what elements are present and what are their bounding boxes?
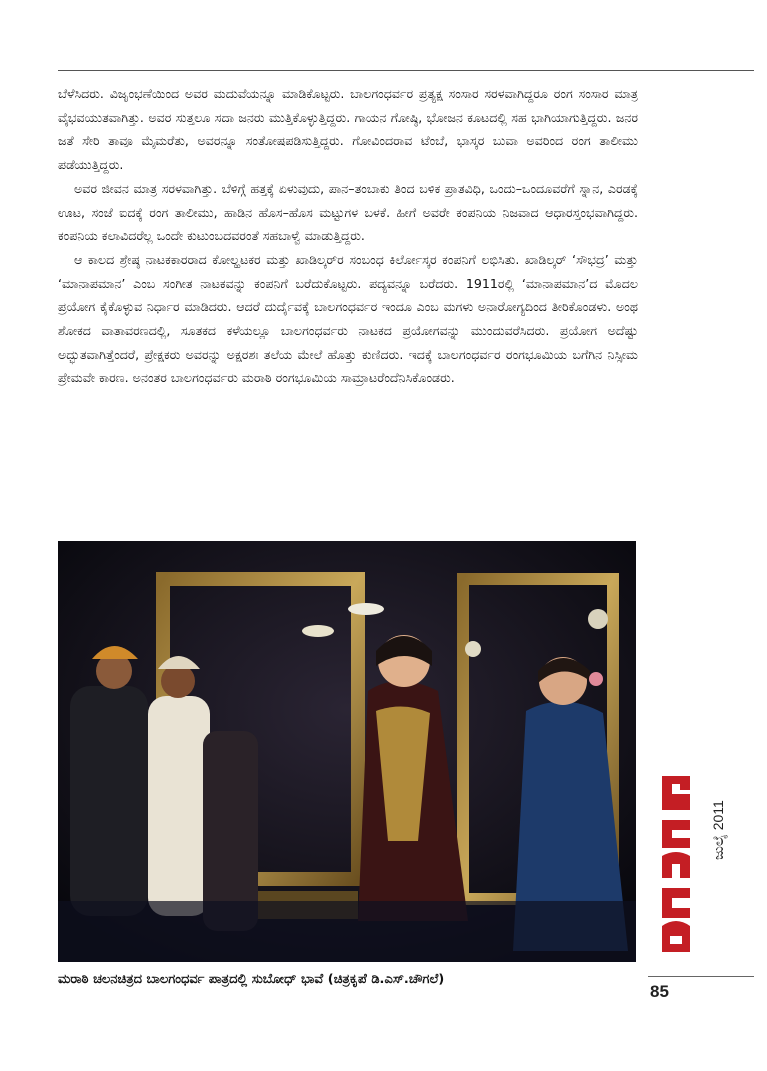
sidebar-rule xyxy=(648,976,754,977)
issue-date: ಜುಲೈ 2011 xyxy=(710,800,726,860)
photo-caption: ಮರಾಠಿ ಚಲನಚಿತ್ರದ ಬಾಲಗಂಧರ್ವ ಪಾತ್ರದಲ್ಲಿ ಸುಬೋಧ್ ಭಾವೆ (ಚಿತ್ರಕೃಪೆ ಡಿ.ಎಸ್.ಚೌಗಲೆ) xyxy=(58,972,445,987)
paragraph: ಆ ಕಾಲದ ಶ್ರೇಷ್ಠ ನಾಟಕಕಾರರಾದ ಕೋಲ್ಹಟಕರ ಮತ್ತು ಖಾಡಿಲ್ಕರ್‌ರ ಸಂಬಂಧ ಕಿರ್ಲೋಸ್ಕರ ಕಂಪನಿಗೆ ಲಭಿಸಿತು. ಖಾಡಿಲ್ಕರ್ ‘ಸೌಭದ್ರ’ ಮತ್ತು ‘ಮಾನಾಪಮಾನ’ ಎಂಬ ಸಂಗೀತ ನಾಟಕವನ್ನು ಕಂಪನಿಗೆ ಬರೆದುಕೊಟ್ಟರು. ಪದ್ಯವನ್ನೂ ಬರೆದರು. 1911ರಲ್ಲಿ ‘ಮಾನಾಪಮಾನ’ದ ಮೊದಲ ಪ್ರಯೋಗ ಕೈಕೊಳ್ಳುವ ನಿರ್ಧಾರ ಮಾಡಿದರು. ಆದರೆ ದುರ್ದೈವಕ್ಕೆ ಬಾಲಗಂಧರ್ವರ ಇಂದೂ ಎಂಬ ಮಗಳು ಅನಾರೋಗ್ಯದಿಂದ ತೀರಿಕೊಂಡಳು. ಅಂಥ ಶೋಕದ ವಾತಾವರಣದಲ್ಲಿ, ಸೂತಕದ ಕಳೆಯಲ್ಲೂ ಬಾಲಗಂಧರ್ವರು ನಾಟಕದ ಪ್ರಯೋಗವನ್ನು ಮುಂದುವರೆಸಿದರು. ಪ್ರಯೋಗ ಅದೆಷ್ಟು ಅದ್ಭುತವಾಗಿತ್ತೆಂದರೆ, ಪ್ರೇಕ್ಷಕರು ಅವರನ್ನು ಅಕ್ಷರಶಃ ತಲೆಯ ಮೇಲೆ ಹೊತ್ತು ಕುಣಿದರು. ಇದಕ್ಕೆ ಬಾಲಗಂಧರ್ವರ ರಂಗಭೂಮಿಯ ಬಗೆಗಿನ ನಿಸ್ಸೀಮ ಪ್ರೇಮವೇ ಕಾರಣ. ಅನಂತರ ಬಾಲಗಂಧರ್ವರು ಮರಾಠಿ ರಂಗಭೂಮಿಯ ಸಾಮ್ರಾಟರೆಂದೆನಿಸಿಕೊಂಡರು. xyxy=(58,251,638,386)
stage-photo xyxy=(58,541,636,962)
paragraph: ಅವರ ಜೀವನ ಮಾತ್ರ ಸರಳವಾಗಿತ್ತು. ಬೆಳಿಗ್ಗೆ ಹತ್ತಕ್ಕೆ ಏಳುವುದು, ಪಾನ–ತಂಬಾಕು ತಿಂದ ಬಳಿಕ ಪ್ರಾತವಿಧಿ, ಒಂದು–ಒಂದೂವರೆಗೆ ಸ್ನಾನ, ಎರಡಕ್ಕೆ ಊಟ, ಸಂಜೆ ಐದಕ್ಕೆ ರಂಗ ತಾಲೀಮು, ಹಾಡಿನ ಹೊಸ–ಹೊಸ ಮಟ್ಟುಗಳ ಬಳಕೆ. ಹೀಗೆ ಅವರೇ ಕಂಪನಿಯ ನಿಜವಾದ ಆಧಾರಸ್ತಂಭವಾಗಿದ್ದರು. ಕಂಪನಿಯ ಕಲಾವಿದರೆಲ್ಲ ಒಂದೇ ಕುಟುಂಬದವರಂತೆ ಸಹಬಾಳ್ವೆ ಮಾಡುತ್ತಿದ್ದರು. xyxy=(58,180,638,244)
magazine-logo xyxy=(656,770,696,960)
page-number: 85 xyxy=(650,982,669,1001)
paragraph: ಬೆಳೆಸಿದರು. ವಿಜೃಂಭಣೆಯಿಂದ ಅವರ ಮದುವೆಯನ್ನೂ ಮಾಡಿಕೊಟ್ಟರು. ಬಾಲಗಂಧರ್ವರ ಪ್ರತ್ಯಕ್ಷ ಸಂಸಾರ ಸರಳವಾಗಿದ್ದರೂ ರಂಗ ಸಂಸಾರ ಮಾತ್ರ ವೈಭವಯುತವಾಗಿತ್ತು. ಅವರ ಸುತ್ತಲೂ ಸದಾ ಜನರು ಮುತ್ತಿಕೊಳ್ಳುತ್ತಿದ್ದರು. ಗಾಯನ ಗೋಷ್ಠಿ, ಭೋಜನ ಕೂಟದಲ್ಲಿ ಸಹ ಭಾಗಿಯಾಗುತ್ತಿದ್ದರು. ಜನರ ಜತೆ ಸೇರಿ ತಾವೂ ಮೈಮರೆತು, ಅವರನ್ನೂ ಸಂತೋಷಪಡಿಸುತ್ತಿದ್ದರು. ಗೋವಿಂದರಾವ ಟೆಂಬೆ, ಭಾಸ್ಕರ ಬುವಾ ಅವರಿಂದ ರಂಗ ತಾಲೀಮು ಪಡೆಯುತ್ತಿದ್ದರು. xyxy=(58,86,638,173)
article-body xyxy=(58,82,638,390)
sidebar xyxy=(648,760,754,1060)
top-rule xyxy=(58,70,754,71)
